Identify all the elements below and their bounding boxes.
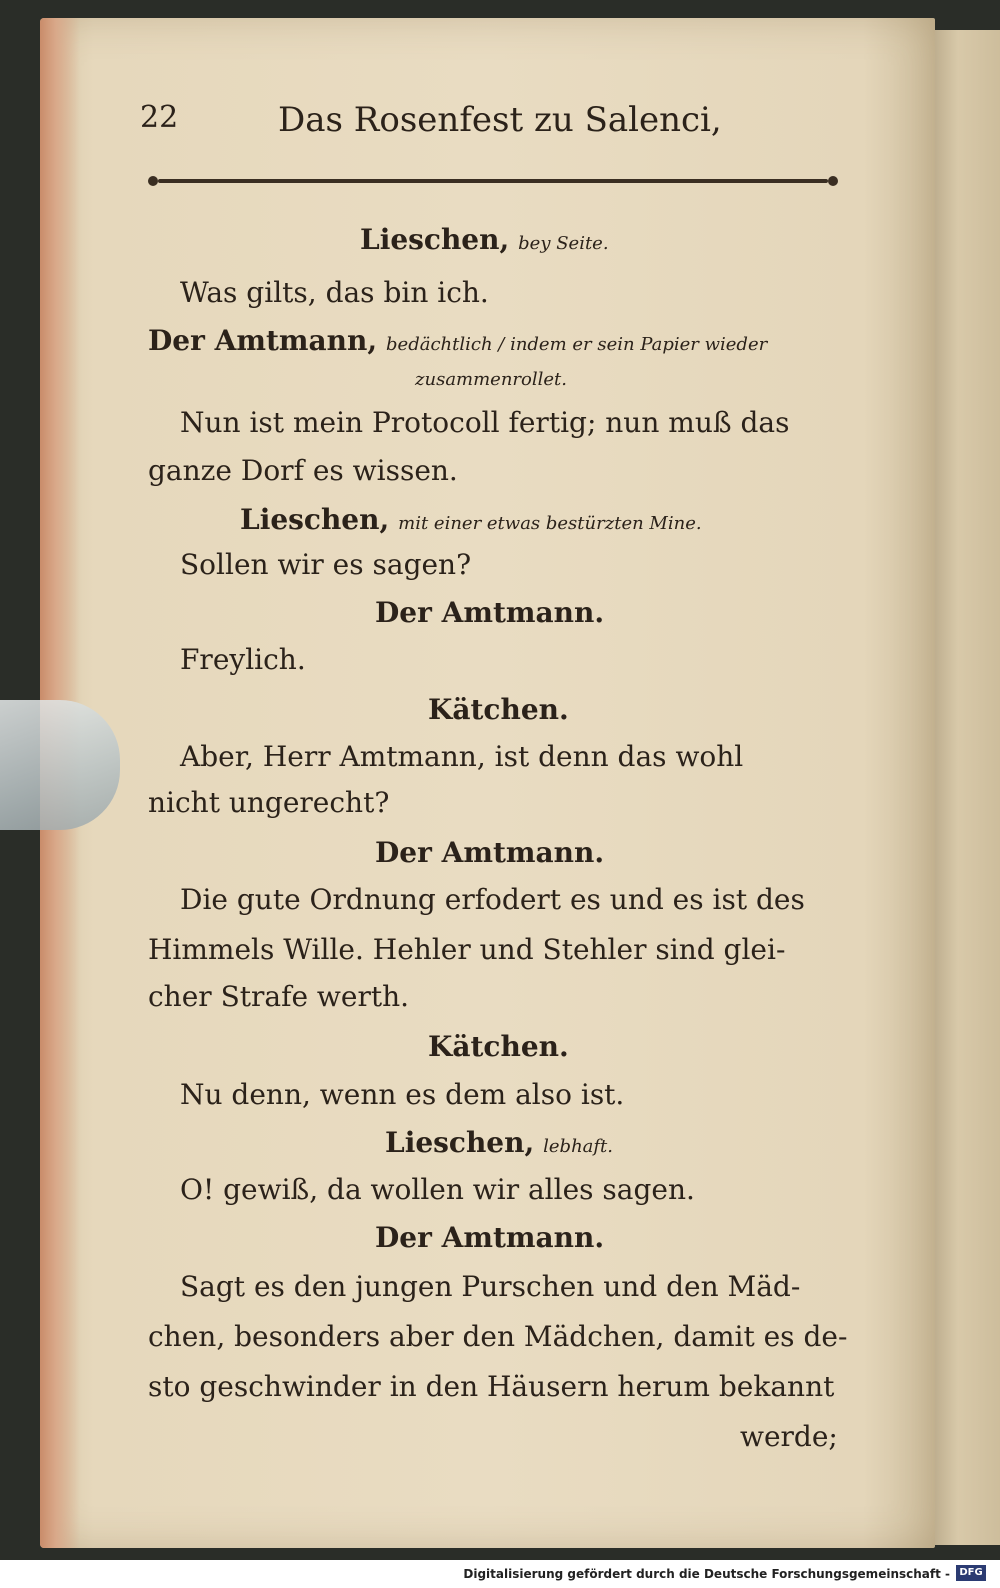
rule-end-right bbox=[828, 176, 838, 186]
dialogue-line: Sollen wir es sagen? bbox=[180, 548, 472, 581]
speaker-name: Der Amtmann. bbox=[375, 596, 605, 629]
dialogue-line: Aber, Herr Amtmann, ist denn das wohl bbox=[180, 740, 744, 773]
page-number: 22 bbox=[140, 100, 179, 135]
stage-line bbox=[360, 225, 1000, 256]
rule-end-left bbox=[148, 176, 158, 186]
dialogue-line: Himmels Wille. Hehler und Stehler sind glei- bbox=[148, 933, 786, 966]
facing-page-edge bbox=[930, 30, 1000, 1545]
page-clip bbox=[0, 700, 120, 830]
speaker-name: Der Amtmann. bbox=[375, 836, 605, 869]
speaker-name: Der Amtmann, bbox=[148, 324, 378, 357]
stage-direction: bey Seite. bbox=[518, 233, 609, 254]
dialogue-line: ganze Dorf es wissen. bbox=[148, 454, 458, 487]
dialogue-line: Nu denn, wenn es dem also ist. bbox=[180, 1078, 625, 1111]
dialogue-line: sto geschwinder in den Häusern herum bekannt bbox=[148, 1370, 835, 1403]
speaker-name: Kätchen. bbox=[428, 1030, 569, 1063]
dfg-logo: DFG bbox=[956, 1565, 986, 1581]
stage-line bbox=[240, 505, 940, 536]
header-rule bbox=[148, 176, 838, 186]
rule-bar bbox=[158, 179, 828, 183]
dialogue-line: Was gilts, das bin ich. bbox=[180, 276, 489, 309]
dialogue-line: chen, besonders aber den Mädchen, damit es de- bbox=[148, 1320, 848, 1353]
speaker-name: Lieschen, bbox=[360, 223, 510, 256]
dialogue-line: Freylich. bbox=[180, 643, 306, 676]
dialogue-line: cher Strafe werth. bbox=[148, 980, 410, 1013]
running-title: Das Rosenfest zu Salenci, bbox=[278, 100, 722, 140]
dialogue-line: Nun ist mein Protocoll fertig; nun muß das bbox=[180, 406, 790, 439]
funding-note: Digitalisierung gefördert durch die Deutsche Forschungsgemeinschaft - bbox=[463, 1567, 950, 1581]
speaker-name: Kätchen. bbox=[428, 693, 569, 726]
stage-line bbox=[148, 326, 848, 357]
stage-direction: bedächtlich / indem er sein Papier wieder bbox=[386, 334, 768, 355]
dialogue-line: Sagt es den jungen Purschen und den Mäd- bbox=[180, 1270, 801, 1303]
dialogue-line: O! gewiß, da wollen wir alles sagen. bbox=[180, 1173, 695, 1206]
stage-direction: mit einer etwas bestürzten Mine. bbox=[398, 513, 702, 534]
catchword: werde; bbox=[740, 1420, 838, 1453]
stage-direction: lebhaft. bbox=[543, 1136, 614, 1157]
speaker-name: Lieschen, bbox=[385, 1126, 535, 1159]
speaker-name: Der Amtmann. bbox=[375, 1221, 605, 1254]
stage-line bbox=[385, 1128, 1000, 1159]
dialogue-line: nicht ungerecht? bbox=[148, 786, 390, 819]
speaker-name: Lieschen, bbox=[240, 503, 390, 536]
footer-bar bbox=[0, 1560, 1000, 1588]
stage-direction: zusammenrollet. bbox=[415, 369, 567, 390]
dialogue-line: Die gute Ordnung erfodert es und es ist des bbox=[180, 883, 805, 916]
